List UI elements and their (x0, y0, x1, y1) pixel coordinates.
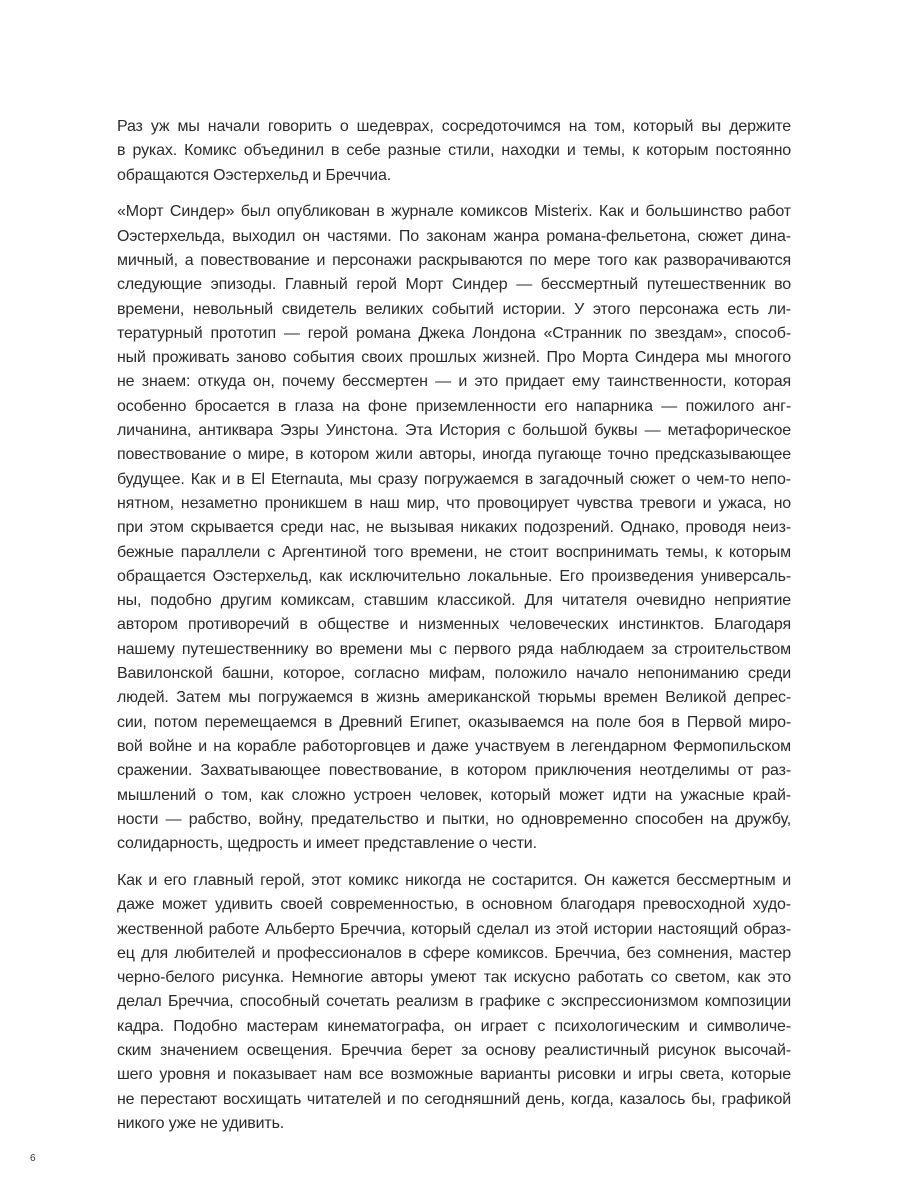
text-line: бежные параллели с Аргентиной того времени, не стоит воспринимать темы, к которым (117, 543, 791, 561)
text-line: ским значением освещения. Бреччиа берет за основу реалистичный рисунок высочай- (117, 1041, 791, 1059)
text-line: следующие эпизоды. Главный герой Морт Синдер — бессмертный путешественник во (117, 276, 791, 294)
text-line: нашему путешественнику во времени мы с первого ряда наблюдаем за строительством (117, 640, 791, 658)
text-line: ности — рабство, войну, предательство и пытки, но одновременно способен на дружбу, (117, 810, 791, 828)
text-line: особенно бросается в глаза на фоне приземленности его напарника — пожилого анг- (117, 397, 791, 415)
text-line: времени, невольный свидетель великих событий истории. У этого персонажа есть ли- (117, 300, 791, 318)
text-line: Вавилонской башни, которое, согласно мифам, положило начало непониманию среди (117, 665, 791, 683)
text-line: нятном, незаметно проникшем в наш мир, что провоцирует чувства тревоги и ужаса, но (117, 494, 791, 512)
text-line: мышлений о том, как сложно устроен человек, который может идти на ужасные край- (117, 786, 791, 804)
text-line: тературный прототип — герой романа Джека Лондона «Странник по звездам», способ- (117, 324, 791, 342)
paragraph (117, 200, 791, 856)
text-line: ец для любителей и профессионалов в сфере комиксов. Бреччиа, без сомнения, мастер (117, 944, 791, 962)
text-line: шего уровня и показывает нам все возможные варианты рисовки и игры света, которые (117, 1066, 791, 1084)
text-line: сражении. Захватывающее повествование, в котором приключения неотделимы от раз- (117, 762, 791, 780)
text-line: не знаем: откуда он, почему бессмертен — и это придает ему таинственности, которая (117, 373, 791, 391)
text-line: в руках. Комикс объединил в себе разные стили, находки и темы, к которым постоянно (117, 142, 791, 160)
text-line: при этом скрывается среди нас, не вызывая никаких подозрений. Однако, проводя неиз- (117, 519, 791, 537)
text-line: повествование о мире, в котором жили авторы, иногда пугающе точно предсказывающее (117, 446, 791, 464)
text-line: Раз уж мы начали говорить о шедеврах, сосредоточимся на том, который вы держите (117, 118, 791, 135)
text-line: личанина, антиквара Эзры Уинстона. Эта История с большой буквы — метафорическое (117, 422, 791, 440)
text-line: ны, подобно другим комиксам, ставшим классикой. Для читателя очевидно неприятие (117, 592, 791, 610)
text-line: не перестают восхищать читателей и по сегодняшний день, когда, казалось бы, графикой (117, 1090, 791, 1108)
text-line: обращаются Оэстерхельд и Бреччиа. (117, 166, 391, 184)
text-line: автором противоречий в обществе и низменных человеческих инстинктов. Благодаря (117, 616, 791, 634)
page-number: 6 (30, 1153, 36, 1164)
text-line: делал Бреччиа, способный сочетать реализм в графике с экспрессионизмом композиции (117, 993, 791, 1011)
text-line: мичный, а повествование и персонажи раскрываются по мере того как разворачиваются (117, 251, 791, 269)
text-line: даже может удивить своей современностью, в основном благодаря превосходной худо- (117, 896, 791, 914)
text-line: будущее. Как и в El Eternauta, мы сразу погружаемся в загадочный сюжет о чем-то непо- (117, 470, 791, 488)
text-line: солидарность, щедрость и имеет представление о чести. (117, 835, 537, 853)
body-text (117, 115, 791, 1149)
text-line: кадра. Подобно мастерам кинематографа, он играет с психологическим и символиче- (117, 1017, 791, 1035)
text-line: «Морт Синдер» был опубликован в журнале комиксов Misterix. Как и большинство работ (117, 203, 791, 221)
text-line: людей. Затем мы погружаемся в жизнь американской тюрьмы времен Великой депрес- (117, 689, 791, 707)
text-line: Как и его главный герой, этот комикс никогда не состарится. Он кажется бессмертным и (117, 871, 791, 889)
text-line: черно-белого рисунка. Немногие авторы умеют так искусно работать со светом, как это (117, 969, 791, 987)
paragraph (117, 869, 791, 1136)
text-line: жественной работе Альберто Бреччиа, который сделал из этой истории настоящий образ- (117, 920, 791, 938)
paragraph (117, 115, 791, 188)
text-line: сии, потом перемещаемся в Древний Египет, оказываемся на поле боя в Первой миро- (117, 713, 791, 731)
text-line: Оэстерхельда, выходил он частями. По законам жанра романа-фельетона, сюжет дина- (117, 227, 791, 245)
text-line: вой войне и на корабле работорговцев и даже участвуем в легендарном Фермопильском (117, 737, 791, 755)
text-line: ный проживать заново события своих прошлых жизней. Про Морта Синдера мы многого (117, 349, 791, 367)
text-line: никого уже не удивить. (117, 1114, 285, 1132)
text-line: обращается Оэстерхельд, как исключительно локальные. Его произведения универсаль- (117, 567, 791, 585)
